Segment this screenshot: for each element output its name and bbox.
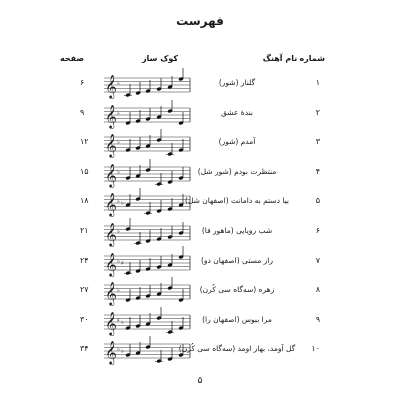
accidental-icon: ♯ <box>117 316 120 324</box>
row-number: ۵ <box>315 196 320 206</box>
accidental-icon: ♭ <box>121 200 124 208</box>
treble-clef-icon: 𝄞 <box>105 340 117 365</box>
accidental-icon: ♭ <box>117 228 120 235</box>
treble-clef-icon: 𝄞 <box>105 192 117 217</box>
accidental-icon: ♭ <box>121 318 124 326</box>
accidental-icon: ♭ <box>117 139 120 147</box>
row-number: ۴ <box>315 166 320 176</box>
page-ref: ۳۰ <box>80 314 89 324</box>
header-number: شماره <box>299 54 325 63</box>
row-number: ۳ <box>315 137 320 147</box>
accidental-icon: ♭ <box>117 287 120 295</box>
song-name: گل آومد، بهار اومد (سه‌گاه سی کُرن) <box>178 344 296 354</box>
page-ref: ۳۴ <box>80 344 89 354</box>
treble-clef-icon: 𝄞 <box>105 281 117 306</box>
table-row <box>0 309 400 339</box>
table-row <box>0 338 400 368</box>
header-tuning: کوک ساز <box>141 54 179 63</box>
accidental-icon: ♭ <box>117 257 120 265</box>
page-ref: ۲۱ <box>80 226 89 235</box>
header-song-name: نام آهنگ <box>262 54 298 63</box>
page-ref: ۱۲ <box>80 137 89 147</box>
row-number: ۱۰ <box>311 344 320 354</box>
song-name: گلنار (شور) <box>218 78 256 87</box>
row-number: ۶ <box>315 226 320 235</box>
table-row <box>0 131 400 161</box>
song-name: بیا دستم به دامانت (اصفهان شل) <box>184 196 290 206</box>
song-name: منتظرت بودم (شور شل) <box>197 166 277 176</box>
table-row <box>0 279 400 309</box>
accidental-icon: ♭ <box>121 348 124 356</box>
tuning-staff <box>104 330 192 374</box>
table-row <box>0 102 400 132</box>
treble-clef-icon: 𝄞 <box>105 162 117 187</box>
song-name: بندهٔ عشق <box>220 107 254 117</box>
accidental-icon: ♭ <box>117 168 120 176</box>
table-row <box>0 161 400 191</box>
page-ref: ۹ <box>80 107 85 117</box>
treble-clef-icon: 𝄞 <box>105 103 117 128</box>
accidental-icon: ♭ <box>117 198 120 206</box>
table-row <box>0 250 400 280</box>
table-row <box>0 72 400 102</box>
page-ref: ۱۵ <box>80 166 89 176</box>
table-row <box>0 220 400 250</box>
page-title: فهرست <box>176 14 224 28</box>
row-number: ۲ <box>315 107 320 117</box>
page-ref: ۲۴ <box>80 255 89 265</box>
treble-clef-icon: 𝄞 <box>105 222 117 246</box>
page-ref: ۶ <box>80 78 85 87</box>
accidental-icon: ♭ <box>117 346 120 354</box>
treble-clef-icon: 𝄞 <box>105 74 117 98</box>
treble-clef-icon: 𝄞 <box>105 133 117 158</box>
song-name: شب رویایی (ماهور فا) <box>201 226 273 235</box>
row-number: ۱ <box>315 78 320 87</box>
table-row <box>0 190 400 220</box>
accidental-icon: ♯ <box>121 259 124 267</box>
song-name: زهره (سه‌گاه سی کُرن) <box>199 285 275 295</box>
header-page: صفحه <box>60 54 85 63</box>
treble-clef-icon: 𝄞 <box>105 251 117 276</box>
page-number: ۵ <box>197 376 203 386</box>
row-number: ۹ <box>315 314 320 324</box>
page-ref: ۲۷ <box>80 285 89 295</box>
song-name: آمدم (شور) <box>218 137 256 147</box>
song-name: مرا ببوس (اصفهان را) <box>202 314 272 324</box>
accidental-icon: ♭ <box>117 80 120 87</box>
accidental-icon: ♭ <box>117 109 120 117</box>
treble-clef-icon: 𝄞 <box>105 310 117 335</box>
song-name: راز مستی (اصفهان دو) <box>200 255 273 265</box>
row-number: ۸ <box>315 285 320 295</box>
row-number: ۷ <box>315 255 320 265</box>
page-ref: ۱۸ <box>80 196 89 206</box>
